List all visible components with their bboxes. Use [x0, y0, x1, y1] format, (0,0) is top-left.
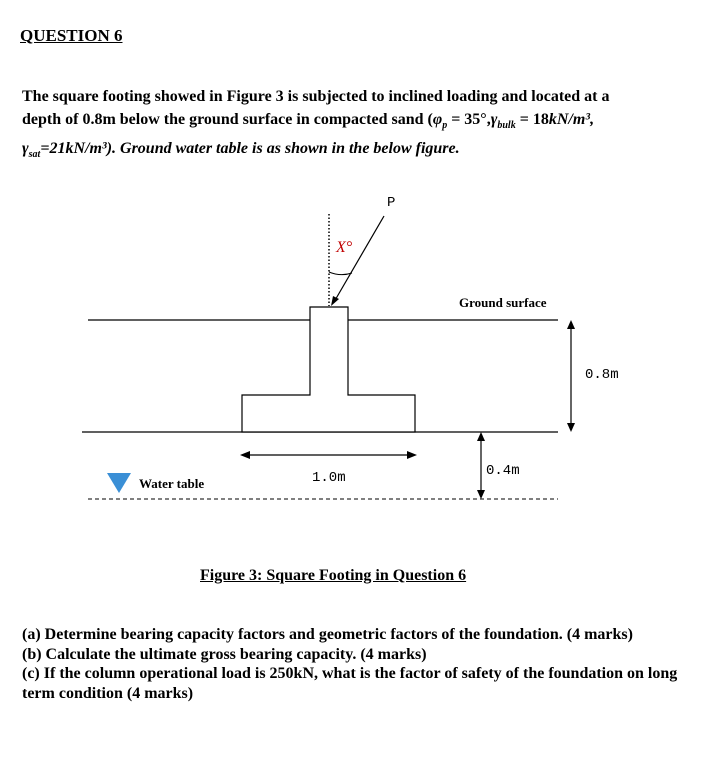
- part-b: (b) Calculate the ultimate gross bearing capacity. (4 marks): [22, 645, 427, 663]
- water-table-label: Water table: [139, 476, 205, 491]
- depth-label: 0.8m: [585, 367, 619, 383]
- water-depth-arrow-bottom: [477, 490, 485, 499]
- depth-arrow-top: [567, 320, 575, 329]
- footing-outline: [242, 307, 415, 432]
- part-a: (a) Determine bearing capacity factors and geometric factors of the foundation. (4 marks): [22, 626, 633, 643]
- problem-statement: [22, 85, 682, 166]
- water-depth-arrow-top: [477, 432, 485, 441]
- width-arrow-right: [407, 451, 417, 459]
- water-depth-label: 0.4m: [486, 463, 520, 479]
- water-table-icon: [107, 473, 131, 493]
- statement-line-1: The square footing showed in Figure 3 is subjected to inclined loading and located at a: [22, 88, 610, 105]
- width-arrow-left: [240, 451, 250, 459]
- statement-line-3: $\gamma_{sat}=21kN/m^3$). Ground water table is as shown in the below figure.: [22, 140, 460, 161]
- question-title: QUESTION 6: [20, 26, 123, 45]
- depth-arrow-bottom: [567, 423, 575, 432]
- load-line: [334, 216, 384, 302]
- footing-figure: [0, 190, 705, 590]
- statement-line-2: depth of 0.8m below the ground surface in compacted sand ($\varphi_p = 35^\circ,\gamma_{bulk} = 18kN/m^3$,: [22, 111, 595, 132]
- ground-surface-label: Ground surface: [459, 295, 547, 310]
- question-parts: [22, 625, 682, 703]
- load-arrowhead: [331, 296, 339, 306]
- figure-caption: Figure 3: Square Footing in Question 6: [200, 567, 467, 584]
- angle-arc: [329, 272, 352, 275]
- part-c: (c) If the column operational load is 250kN, what is the factor of safety of the foundation on long term condition (4 marks): [22, 665, 678, 702]
- width-label: 1.0m: [312, 470, 346, 486]
- angle-label: X°: [336, 239, 353, 256]
- load-label: P: [387, 195, 396, 211]
